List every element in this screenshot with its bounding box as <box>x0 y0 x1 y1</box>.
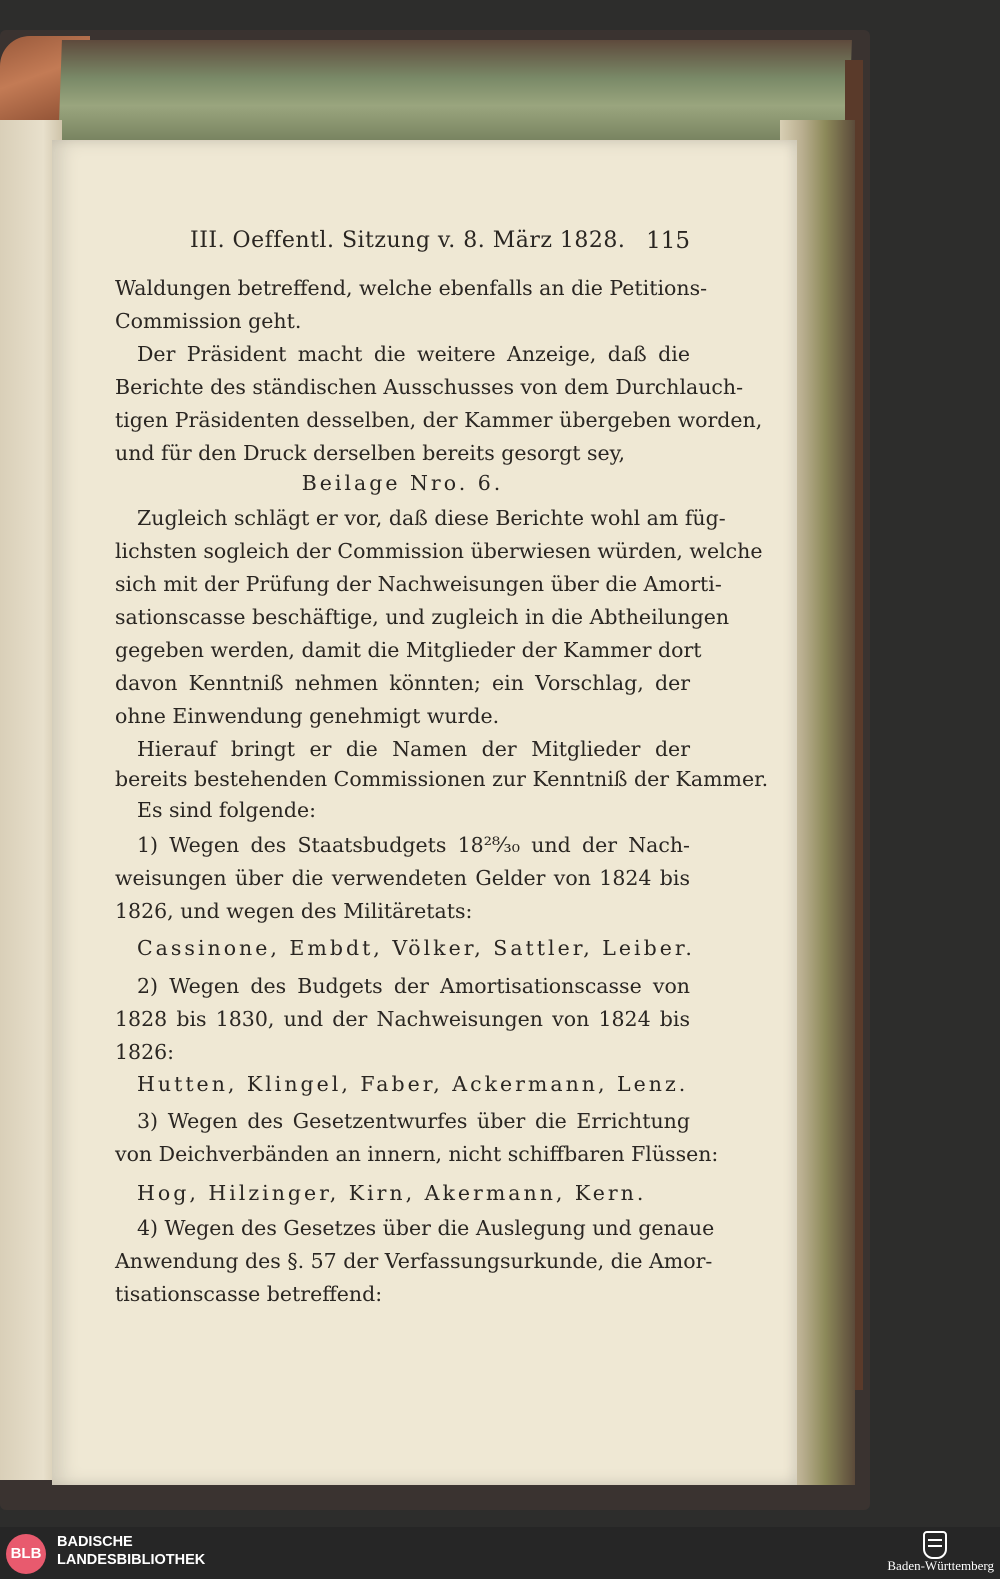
library-name-line1: BADISCHE <box>57 1534 133 1550</box>
text-line: gegeben werden, damit die Mitglieder der Kammer dort <box>115 638 702 662</box>
text-line: von Deichverbänden an innern, nicht schiffbaren Flüssen: <box>115 1142 719 1166</box>
text-line: Commission geht. <box>115 309 302 333</box>
text-line: davon Kenntniß nehmen könnten; ein Vorschlag, der <box>115 671 690 695</box>
coat-of-arms-icon <box>923 1531 947 1559</box>
text-line: 1826: <box>115 1040 175 1064</box>
text-line: sationscasse beschäftige, und zugleich in die Abtheilungen <box>115 605 730 629</box>
text-line: 1826, und wegen des Militäretats: <box>115 899 473 923</box>
page-number: 115 <box>646 228 690 254</box>
text-line: sich mit der Prüfung der Nachweisungen über die Amorti- <box>115 572 722 596</box>
text-line: Es sind folgende: <box>137 798 317 822</box>
text-line: Berichte des ständischen Ausschusses von dem Durchlauch- <box>115 375 744 399</box>
text-line: tigen Präsidenten desselben, der Kammer übergeben worden, <box>115 408 763 432</box>
member-names-1: Cassinone, Embdt, Völker, Sattler, Leiber. <box>137 936 695 960</box>
list-item-2: 2) Wegen des Budgets der Amortisationscasse von <box>137 974 690 998</box>
page-top-edges <box>58 40 852 150</box>
text-line: Anwendung des §. 57 der Verfassungsurkunde, die Amor- <box>115 1249 713 1273</box>
member-names-3: Hog, Hilzinger, Kirn, Akermann, Kern. <box>137 1181 647 1205</box>
text-line: Hierauf bringt er die Namen der Mitglieder der <box>137 737 690 761</box>
text-line: Zugleich schlägt er vor, daß diese Berichte wohl am füg- <box>137 506 726 530</box>
text-line: Der Präsident macht die weitere Anzeige, daß die <box>137 342 690 366</box>
page-header <box>190 228 690 262</box>
text-line: Waldungen betreffend, welche ebenfalls an die Petitions- <box>115 276 708 300</box>
list-item-1: 1) Wegen des Staatsbudgets 18²⁸⁄₃₀ und der Nach- <box>137 833 690 857</box>
text-line: weisungen über die verwendeten Gelder von 1824 bis <box>115 866 690 890</box>
text-line: ohne Einwendung genehmigt wurde. <box>115 704 500 728</box>
text-line: tisationscasse betreffend: <box>115 1282 383 1306</box>
supplement-reference: Beilage Nro. 6. <box>301 471 504 495</box>
text-line: lichsten sogleich der Commission überwiesen würden, welche <box>115 539 763 563</box>
member-names-2: Hutten, Klingel, Faber, Ackermann, Lenz. <box>137 1072 689 1096</box>
text-line: und für den Druck derselben bereits gesorgt sey, <box>115 441 626 465</box>
library-name[interactable] <box>57 1533 205 1569</box>
blb-logo-icon[interactable]: BLB <box>6 1534 46 1574</box>
text-line: bereits bestehenden Commissionen zur Kenntniß der Kammer. <box>115 767 769 791</box>
text-line: 1828 bis 1830, und der Nachweisungen von 1824 bis <box>115 1007 690 1031</box>
footer-bar <box>0 1527 1000 1579</box>
list-item-3: 3) Wegen des Gesetzentwurfes über die Errichtung <box>137 1109 690 1133</box>
library-name-line2: LANDESBIBLIOTHEK <box>57 1552 206 1568</box>
list-item-4: 4) Wegen des Gesetzes über die Auslegung und genaue <box>137 1216 715 1240</box>
running-title: III. Oeffentl. Sitzung v. 8. März 1828. <box>190 228 626 253</box>
state-name: Baden-Württemberg <box>887 1558 994 1573</box>
